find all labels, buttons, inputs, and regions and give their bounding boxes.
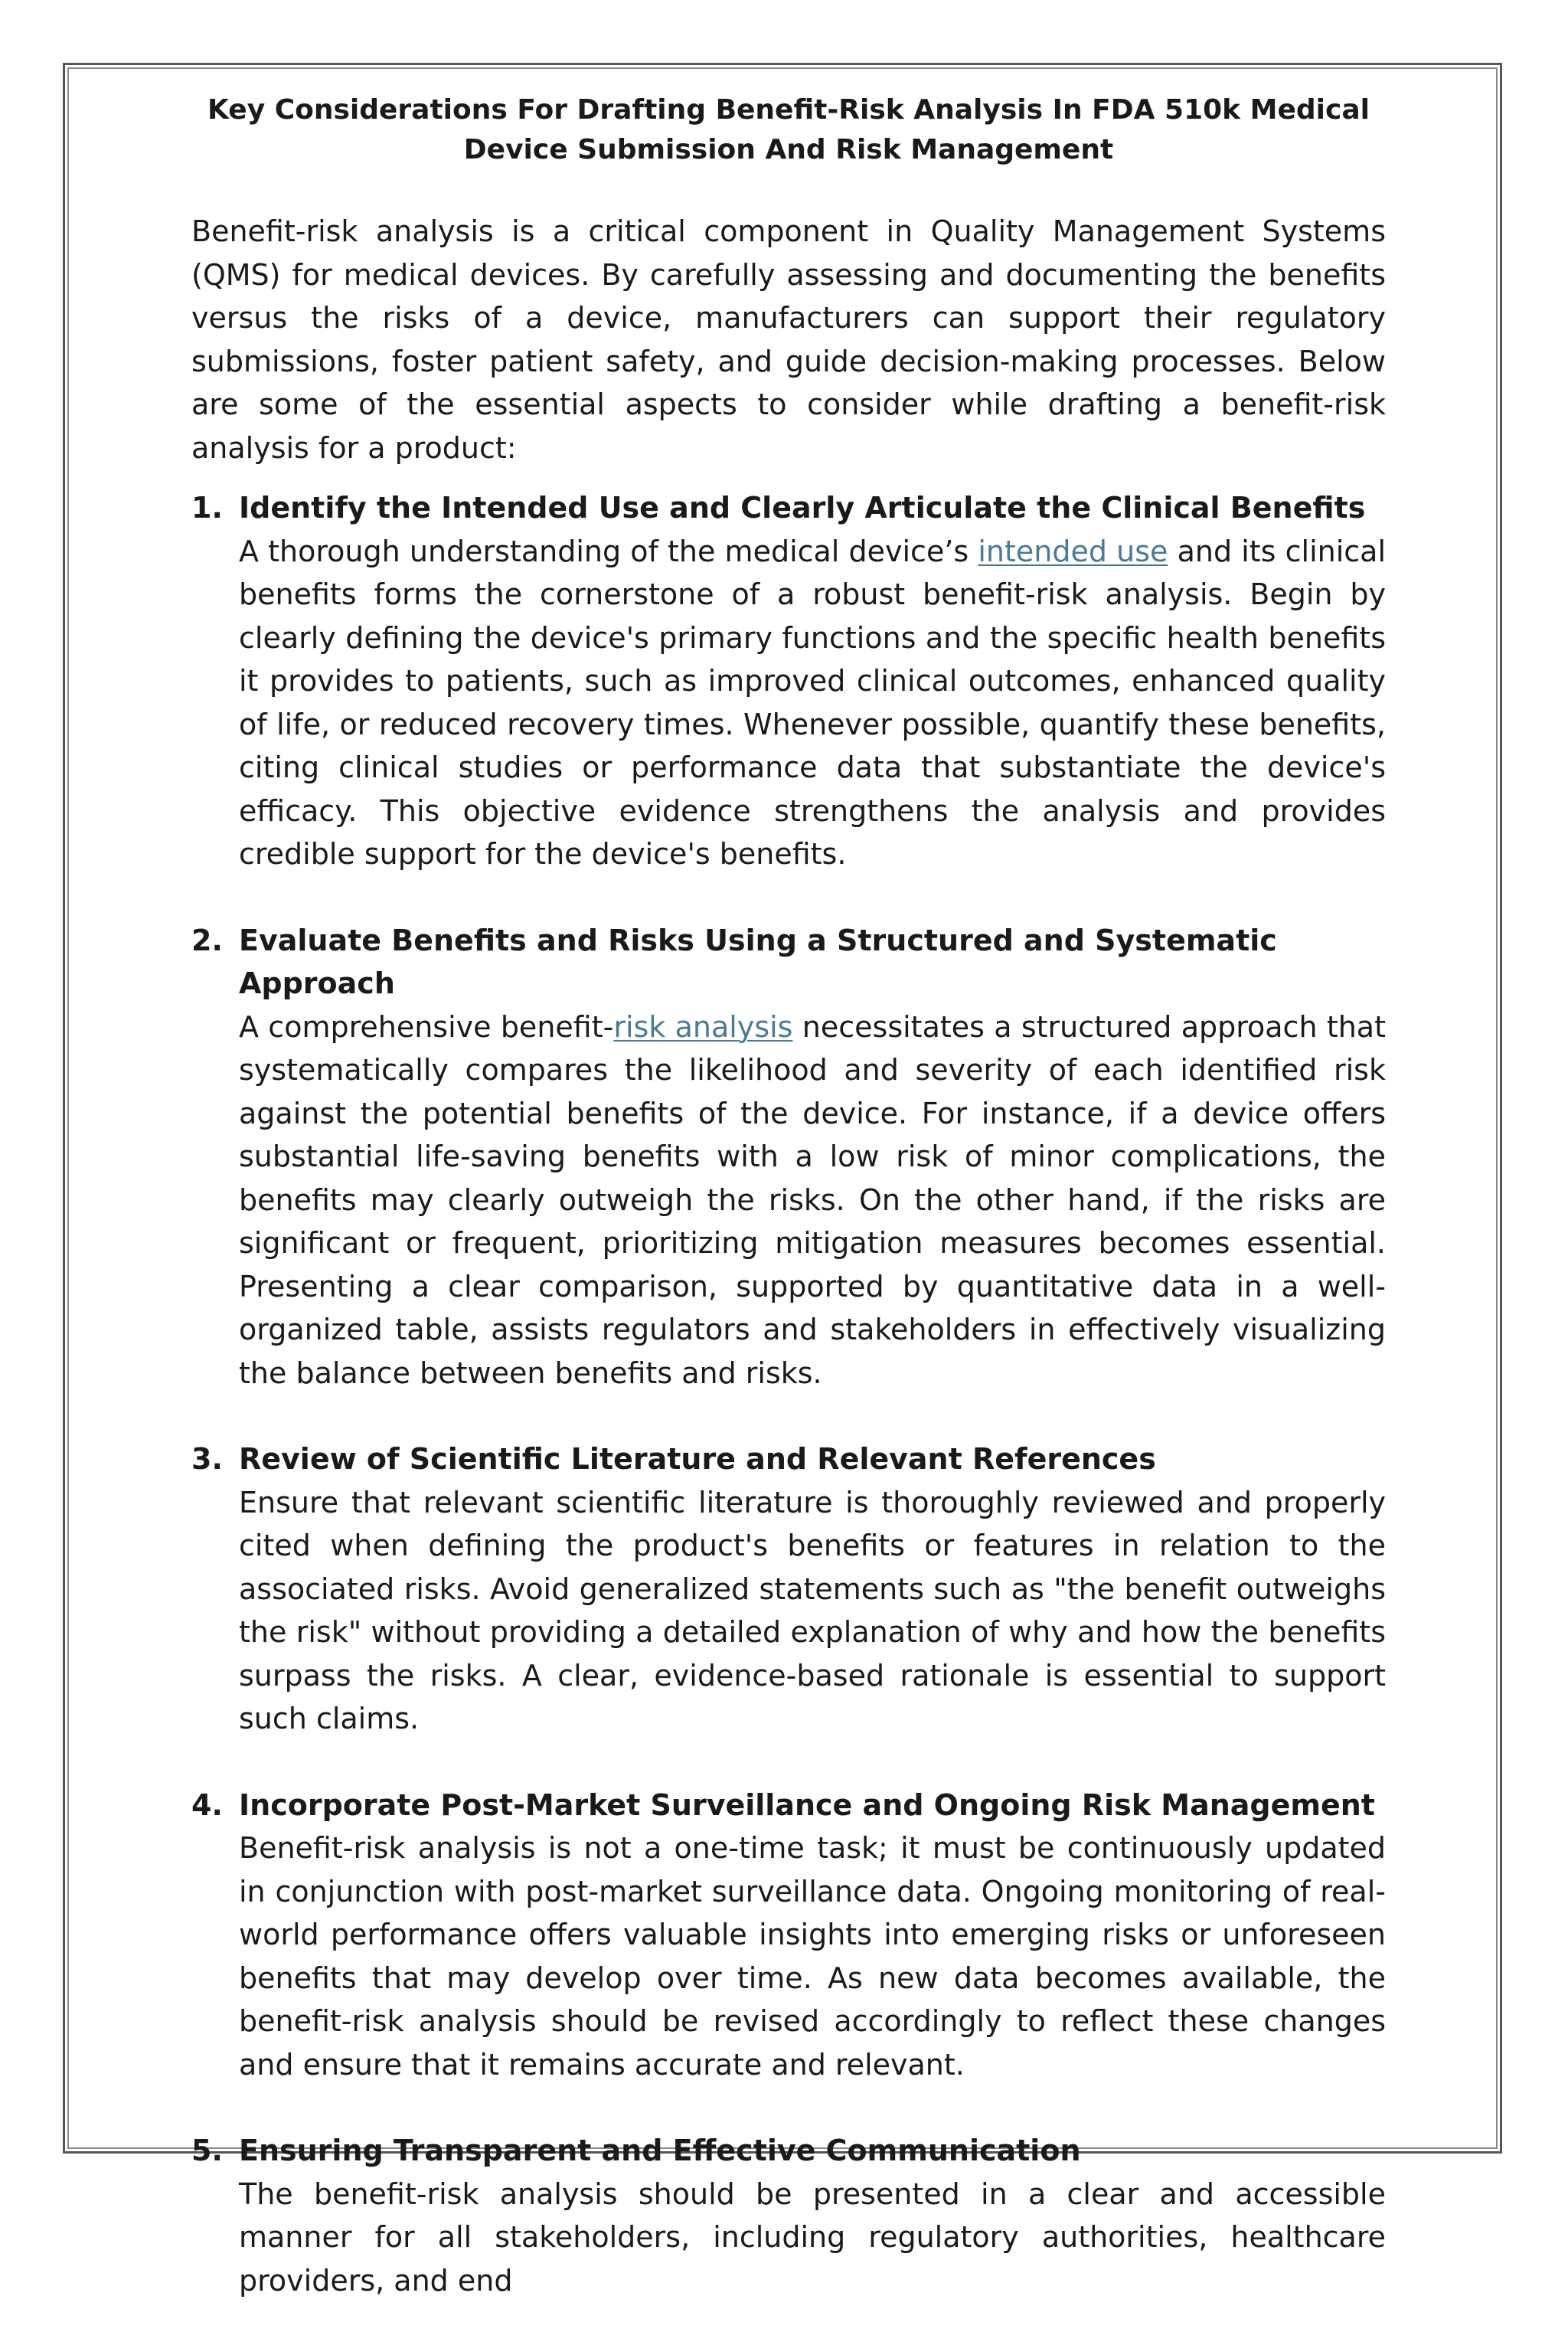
section-body-text: A comprehensive benefit- xyxy=(239,1009,614,1044)
section-4 xyxy=(191,1784,1386,2087)
section-number: 3. xyxy=(191,1442,223,1476)
section-number: 4. xyxy=(191,1787,223,1822)
section-body xyxy=(239,1006,1386,1395)
section-2 xyxy=(191,919,1386,1395)
document-content xyxy=(191,90,1386,2345)
section-number: 5. xyxy=(191,2134,223,2167)
document-title: Key Considerations For Drafting Benefit-Risk Analysis In FDA 510k Medical Device Submission And Risk Management xyxy=(207,94,1370,165)
section-3 xyxy=(191,1437,1386,1741)
section-body-text: necessitates a structured approach that systematically compares the likelihood and severity of each identified risk against the potential benefits of the device. For instance, if a device offers substantial life-saving benefits with a low risk of minor complications, the benefits may clearly outweigh the risks. On the other hand, if the risks are significant or frequent, prioritizing mitigation measures becomes essential. Presenting a clear comparison, supported by quantitative data in a well-organized table, assists regulators and stakeholders in effectively visualizing the balance between benefits and risks. xyxy=(239,1009,1386,1390)
section-heading: Evaluate Benefits and Risks Using a Structured and Systematic Approach xyxy=(239,923,1277,1000)
section-number: 1. xyxy=(191,491,223,525)
section-heading: Identify the Intended Use and Clearly Articulate the Clinical Benefits xyxy=(239,491,1366,525)
section-5 xyxy=(191,2129,1386,2302)
section-heading: Review of Scientific Literature and Relevant References xyxy=(239,1442,1156,1476)
section-body: Ensure that relevant scientific literature is thoroughly reviewed and properly cited when defining the product's benefits or features in relation to the associated risks. Avoid generalized statements such as "the benefit outweighs the risk" without providing a detailed explanation of why and how the benefits surpass the risks. A clear, evidence-based rationale is essential to support such claims. xyxy=(239,1485,1386,1735)
section-body xyxy=(239,530,1386,876)
intended-use-link[interactable]: intended use xyxy=(978,534,1168,568)
section-number: 2. xyxy=(191,923,223,957)
section-body-text: and its clinical benefits forms the cornerstone of a robust benefit-risk analysis. Begin by clearly defining the device's primary functions and the specific health benefits it provides to patients, such as improved clinical outcomes, enhanced quality of life, or reduced recovery times. Whenever possible, quantify these benefits, citing clinical studies or performance data that substantiate the device's efficacy. This objective evidence strengthens the analysis and provides credible support for the device's benefits. xyxy=(239,534,1387,871)
section-body: The benefit-risk analysis should be presented in a clear and accessible manner for all stakeholders, including regulatory authorities, healthcare providers, and end xyxy=(239,2177,1386,2298)
risk-analysis-link[interactable]: risk analysis xyxy=(613,1009,793,1044)
section-1 xyxy=(191,486,1386,876)
section-body: Benefit-risk analysis is not a one-time task; it must be continuously updated in conjunction with post-market surveillance data. Ongoing monitoring of real-world performance offers valuable insights into emerging risks or unforeseen benefits that may develop over time. As new data becomes available, the benefit-risk analysis should be revised accordingly to reflect these changes and ensure that it remains accurate and relevant. xyxy=(239,1831,1386,2082)
section-heading: Ensuring Transparent and Effective Communication xyxy=(239,2134,1081,2167)
section-body-text: A thorough understanding of the medical device’s xyxy=(239,534,978,568)
intro-paragraph: Benefit-risk analysis is a critical component in Quality Management Systems (QMS) for medical devices. By carefully assessing and documenting the benefits versus the risks of a device, manufacturers can support their regulatory submissions, foster patient safety, and guide decision-making processes. Below are some of the essential aspects to consider while drafting a benefit-risk analysis for a product: xyxy=(191,214,1386,465)
section-heading: Incorporate Post-Market Surveillance and Ongoing Risk Management xyxy=(239,1787,1375,1822)
